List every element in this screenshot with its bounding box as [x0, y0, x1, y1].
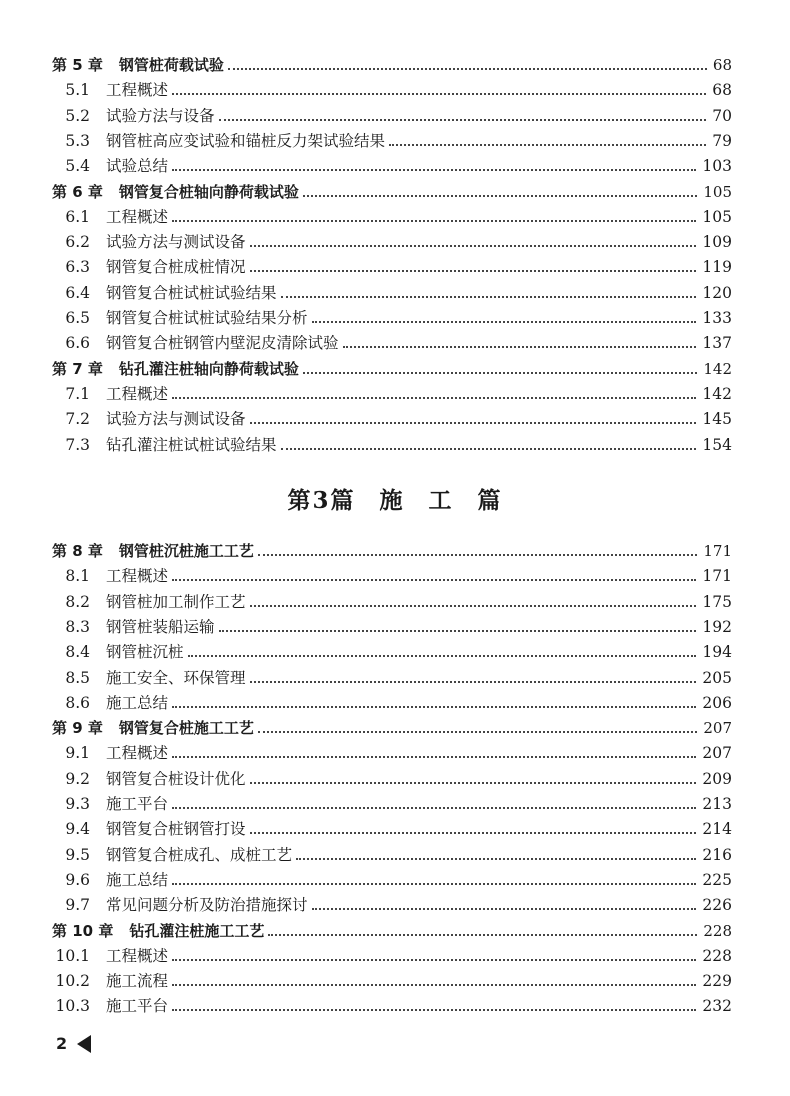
toc-entry-title: 施工流程 — [106, 972, 169, 991]
toc-section-row — [46, 941, 732, 966]
toc-entry-title: 钢管桩沉桩 — [106, 643, 184, 662]
toc-entry-page: 228 — [702, 946, 732, 965]
toc-entry-number: 10.1 — [55, 946, 90, 965]
toc-entry-page: 171 — [703, 542, 732, 560]
toc-section-row — [46, 814, 732, 839]
toc-entry-title: 施工总结 — [106, 870, 169, 889]
dot-leader — [250, 782, 697, 784]
toc-entry-page: 70 — [712, 106, 732, 125]
toc-section-row — [46, 991, 732, 1016]
toc-entry-number: 第 8 章 — [52, 542, 103, 560]
toc-entry-number: 第 9 章 — [52, 719, 103, 738]
toc-entry-title: 钢管复合桩设计优化 — [106, 769, 246, 788]
toc-entry-number: 6.4 — [65, 283, 90, 302]
toc-chapter-row — [52, 916, 732, 941]
toc-entry-title: 试验方法与测试设备 — [106, 410, 246, 429]
toc-entry-number: 6.6 — [65, 334, 90, 353]
dot-leader — [250, 245, 697, 247]
toc-entry-page: 205 — [702, 668, 732, 687]
toc-entry-number: 9.4 — [65, 820, 90, 839]
toc-entry-title: 试验总结 — [106, 157, 169, 176]
part-heading — [0, 482, 790, 515]
dot-leader — [172, 579, 696, 581]
toc-chapter-row — [52, 177, 732, 202]
toc-entry-number: 6.1 — [65, 207, 90, 226]
dot-leader — [172, 756, 696, 758]
toc-entry-number: 5.2 — [65, 106, 90, 125]
toc-section-row — [46, 430, 732, 455]
dot-leader — [303, 195, 697, 197]
toc-entry-number: 9.5 — [65, 845, 90, 864]
toc-entry-number: 6.3 — [65, 258, 90, 277]
toc-section-row — [46, 865, 732, 890]
dot-leader — [172, 807, 696, 809]
toc-section-row — [46, 151, 732, 176]
dot-leader — [250, 605, 697, 607]
toc-entry-number: 8.5 — [65, 668, 90, 687]
toc-entry-title: 工程概述 — [106, 81, 169, 100]
toc-entry-page: 206 — [702, 693, 732, 712]
toc-entry-page: 171 — [702, 567, 732, 586]
toc-section-row — [46, 404, 732, 429]
toc-entry-title: 试验方法与设备 — [106, 106, 215, 125]
dot-leader — [172, 220, 696, 222]
toc-section-row — [46, 328, 732, 353]
toc-entry-title: 钢管桩荷载试验 — [118, 56, 224, 74]
part-heading-word-3: 篇 — [477, 487, 503, 514]
toc-section-row — [46, 379, 732, 404]
toc-entry-page: 133 — [702, 309, 732, 327]
dot-leader — [258, 554, 697, 556]
dot-leader — [258, 731, 697, 733]
toc-entry-title: 工程概述 — [106, 946, 169, 965]
toc-entry-title: 工程概述 — [106, 207, 169, 226]
toc-entry-title: 施工平台 — [106, 997, 169, 1016]
toc-section-row — [46, 227, 732, 252]
toc-entry-page: 216 — [702, 845, 732, 864]
toc-entry-page: 207 — [703, 719, 732, 738]
toc-entry-page: 105 — [703, 182, 732, 201]
toc-entry-title: 钢管桩沉桩施工工艺 — [118, 542, 254, 560]
toc-chapter-row — [52, 354, 732, 379]
toc-entry-title: 施工总结 — [106, 693, 169, 712]
dot-leader — [172, 93, 706, 95]
toc-entry-title: 工程概述 — [106, 567, 169, 586]
toc-entry-title: 工程概述 — [106, 744, 169, 763]
toc-entry-page: 68 — [712, 81, 732, 100]
toc-section-row — [46, 75, 732, 100]
toc-entry-title: 钢管复合桩试桩试验结果分析 — [106, 309, 308, 327]
toc-entry-page: 154 — [702, 435, 732, 454]
dot-leader — [250, 270, 697, 272]
toc-section-row — [46, 278, 732, 303]
toc-entry-title: 钢管桩装船运输 — [106, 617, 215, 636]
dot-leader — [281, 448, 697, 450]
dot-leader — [312, 908, 697, 910]
toc-section-row — [46, 126, 732, 151]
toc-section-row — [46, 303, 732, 328]
toc-entry-page: 192 — [702, 617, 732, 636]
toc-entry-page: 213 — [702, 795, 732, 813]
toc-entry-title: 常见问题分析及防治措施探讨 — [106, 896, 308, 915]
toc-entry-number: 8.1 — [65, 567, 90, 586]
dot-leader — [389, 144, 706, 146]
toc-entry-title: 钢管桩加工制作工艺 — [106, 592, 246, 611]
dot-leader — [228, 68, 707, 70]
toc-section-row — [46, 890, 732, 915]
toc-section-row — [46, 663, 732, 688]
toc-section-row — [46, 252, 732, 277]
toc-entry-title: 钢管复合桩钢管内壁泥皮清除试验 — [106, 334, 339, 353]
toc-chapter-row — [52, 536, 732, 561]
dot-leader — [312, 321, 697, 323]
toc-entry-page: 209 — [702, 769, 732, 788]
toc-entry-title: 钻孔灌注桩试桩试验结果 — [106, 435, 277, 454]
dot-leader — [172, 959, 696, 961]
toc-entry-page: 232 — [702, 997, 732, 1016]
toc-chapter-row — [52, 713, 732, 738]
dot-leader — [219, 119, 707, 121]
toc-section-row — [46, 587, 732, 612]
dot-leader — [250, 832, 697, 834]
toc-entry-number: 5.1 — [65, 81, 90, 100]
toc-entry-page: 105 — [702, 207, 732, 226]
toc-entry-title: 钢管复合桩施工工艺 — [118, 719, 254, 738]
dot-leader — [281, 296, 697, 298]
toc-entry-number: 9.3 — [65, 795, 90, 813]
toc-entry-title: 钢管复合桩试桩试验结果 — [106, 283, 277, 302]
toc-section-row — [46, 612, 732, 637]
toc-entry-page: 228 — [703, 921, 732, 940]
toc-entry-number: 5.4 — [65, 157, 90, 176]
toc-entry-number: 6.2 — [65, 233, 90, 252]
toc-entry-number: 第 7 章 — [52, 359, 103, 378]
dot-leader — [172, 169, 696, 171]
toc-entry-title: 工程概述 — [106, 384, 169, 403]
toc-section-row — [46, 561, 732, 586]
toc-entry-title: 钢管桩高应变试验和锚桩反力架试验结果 — [106, 131, 386, 150]
toc-section-row — [46, 789, 732, 814]
part-heading-word-1: 施 — [379, 487, 405, 514]
toc-section-row — [46, 840, 732, 865]
toc-entry-page: 226 — [702, 896, 732, 915]
toc-entry-page: 145 — [702, 410, 732, 429]
toc-section-row — [46, 688, 732, 713]
toc-section-row — [46, 966, 732, 991]
toc-entry-page: 142 — [702, 384, 732, 403]
toc-entry-number: 8.2 — [65, 592, 90, 611]
dot-leader — [268, 934, 697, 936]
toc-entry-number: 8.3 — [65, 617, 90, 636]
toc-entry-number: 第 5 章 — [52, 56, 103, 74]
page-footer — [56, 1034, 91, 1053]
toc-entry-number: 9.6 — [65, 870, 90, 889]
toc-entry-number: 5.3 — [65, 131, 90, 150]
toc-entry-number: 9.1 — [65, 744, 90, 763]
toc-entry-title: 钻孔灌注桩施工工艺 — [129, 921, 265, 940]
part-heading-prefix: 第3篇 — [287, 487, 356, 514]
toc-section-row — [46, 101, 732, 126]
toc-entry-page: 194 — [702, 643, 732, 662]
dot-leader — [219, 630, 697, 632]
toc-section-row — [46, 764, 732, 789]
page-number: 2 — [56, 1034, 68, 1053]
toc-entry-number: 第 6 章 — [52, 182, 103, 201]
toc-entry-title: 钢管复合桩轴向静荷载试验 — [118, 182, 299, 201]
toc-entry-page: 142 — [703, 359, 732, 378]
toc-entry-page: 79 — [712, 131, 732, 150]
toc-entry-title: 施工安全、环保管理 — [106, 668, 246, 687]
dot-leader — [172, 984, 696, 986]
toc-entry-number: 9.2 — [65, 769, 90, 788]
toc-entry-page: 207 — [702, 744, 732, 763]
toc-entry-title: 钻孔灌注桩轴向静荷载试验 — [118, 359, 299, 378]
dot-leader — [250, 681, 697, 683]
dot-leader — [172, 706, 696, 708]
toc-entry-title: 钢管复合桩成桩情况 — [106, 258, 246, 277]
dot-leader — [296, 858, 696, 860]
toc-entry-number: 8.4 — [65, 643, 90, 662]
dot-leader — [303, 372, 697, 374]
toc-entry-number: 10.2 — [55, 972, 90, 991]
toc-section-row — [46, 738, 732, 763]
toc-entry-page: 229 — [702, 972, 732, 991]
toc-entry-title: 试验方法与测试设备 — [106, 233, 246, 252]
toc-entry-page: 225 — [702, 870, 732, 889]
toc-chapter-row — [52, 50, 732, 75]
toc-entry-page: 109 — [702, 233, 732, 252]
toc-entry-page: 119 — [702, 258, 732, 277]
part-heading-word-2: 工 — [428, 487, 454, 514]
toc-entry-page: 214 — [702, 820, 732, 839]
toc-entry-number: 6.5 — [65, 309, 90, 327]
dot-leader — [250, 422, 697, 424]
dot-leader — [172, 1009, 696, 1011]
dot-leader — [172, 883, 696, 885]
toc-entry-page: 103 — [702, 157, 732, 176]
toc-entry-title: 钢管复合桩成孔、成桩工艺 — [106, 845, 293, 864]
toc-entry-title: 钢管复合桩钢管打设 — [106, 820, 246, 839]
toc-entry-number: 9.7 — [65, 896, 90, 915]
left-triangle-icon — [77, 1035, 91, 1053]
toc-entry-number: 10.3 — [55, 997, 90, 1016]
dot-leader — [172, 397, 696, 399]
toc-entry-page: 175 — [702, 592, 732, 611]
toc-entry-number: 第 10 章 — [52, 921, 114, 940]
toc-entry-number: 7.1 — [65, 384, 90, 403]
toc-entry-number: 8.6 — [65, 693, 90, 712]
toc-entry-number: 7.2 — [65, 410, 90, 429]
toc-section-row — [46, 202, 732, 227]
dot-leader — [188, 655, 697, 657]
toc-entry-page: 68 — [712, 56, 732, 74]
toc-entry-number: 7.3 — [65, 435, 90, 454]
dot-leader — [343, 346, 697, 348]
toc-section-row — [46, 637, 732, 662]
toc-entry-page: 137 — [702, 334, 732, 353]
toc-entry-title: 施工平台 — [106, 795, 169, 813]
toc-entry-page: 120 — [702, 283, 732, 302]
